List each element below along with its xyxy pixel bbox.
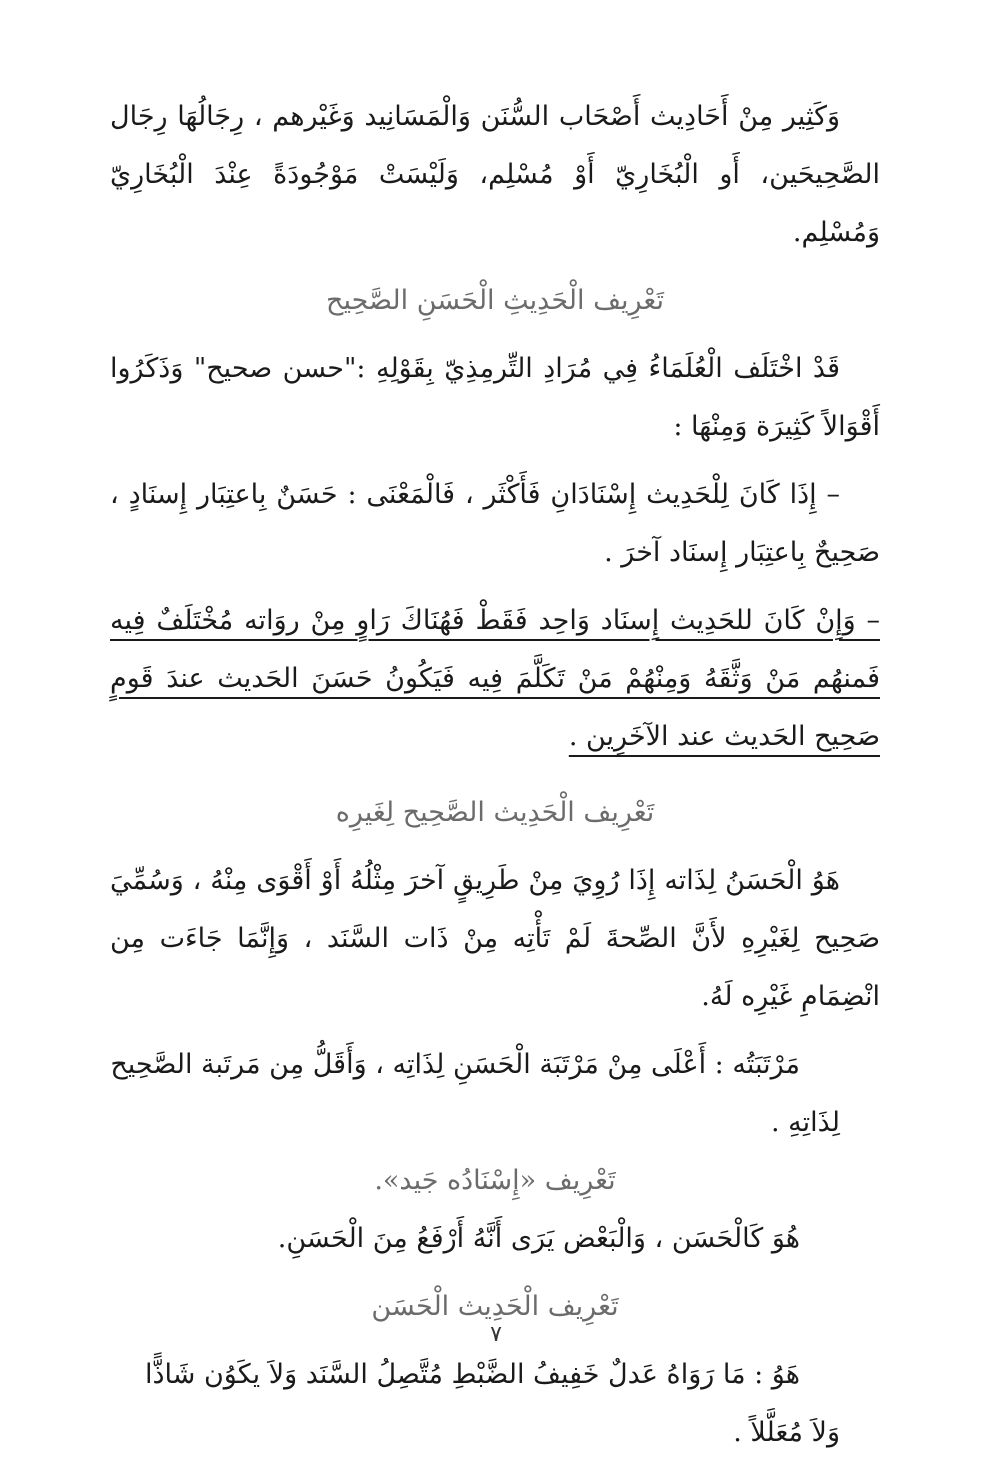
- heading-isnaduhu-jayyid: تَعْرِيف «إِسْنَادُه جَيد».: [374, 1165, 616, 1196]
- paragraph-tirmidhi-opinions: قَدْ اخْتَلَف الْعُلَمَاءُ فِي مُرَادِ التِّرمِذِيّ بِقَوْلِهِ :"حسن صحيح" وَذَكَرُوا أَقْوَالاً كَثِيرَة وَمِنْهَا :: [110, 353, 880, 442]
- document-page: [110, 88, 880, 1462]
- heading-hasan-definition: تَعْرِيف الْحَدِيث الْحَسَن: [371, 1291, 619, 1322]
- paragraph-jayyid: هُوَ كَالْحَسَن ، وَالْبَعْض يَرَى أَنَّهُ أَرْفَعُ مِنَ الْحَسَنِ.: [277, 1223, 800, 1254]
- underlined-text: – وَإِنْ كَانَ للحَدِيث إِسنَاد وَاحِد فَقَطْ فَهُنَاكَ رَاوٍ مِنْ روَاته مُخْتَلَفٌ فِيه فَمنهُم مَنْ وَثَّقَهُ وَمِنْهُمْ مَنْ تَكَلَّمَ فِيه فَيَكُونُ حَسَنَ الحَديث عندَ قَومٍ صَحِيح الحَديث عند الآخَرِين .: [110, 605, 880, 752]
- heading-hasan-sahih-definition: تَعْرِيف الْحَدِيثِ الْحَسَنِ الصَّحِيح: [326, 285, 664, 316]
- paragraph-narrators: وَكَثِير مِنْ أَحَادِيث أَصْحَاب السُّنَن وَالْمَسَانِيد وَغَيْرهم ، رِجَالُهَا رِجَال الصَّحِيحَين، أَو الْبُخَارِيّ أَوْ مُسْلِم، وَلَيْسَتْ مَوْجُودَةً عِنْدَ الْبُخَارِيّ وَمُسْلِم.: [110, 101, 880, 248]
- paragraph-sahih-li-ghayrihi: هَوُ الْحَسَنُ لِذَاته إِذَا رُوِيَ مِنْ طَرِيقٍ آخرَ مِثْلُهُ أَوْ أَقْوَى مِنْهُ ، وَسُمِّيَ صَحِيح لِغَيْرِهِ لأَنَّ الصِّحةَ لَمْ تَأْتِه مِنْ ذَات السَّنَد ، وَإِنَّمَا جَاءَت مِن انْضِمَامِ غَيْرِه لَهُ.: [110, 865, 880, 1012]
- paragraph-rank: مَرْتَبَتُه : أَعْلَى مِنْ مَرْتَبَة الْحَسَنِ لِذَاتِه ، وَأَقَلُّ مِن مَرتَبة الصَّحِيح لِذَاتِهِ .: [110, 1049, 840, 1138]
- paragraph-hasan-definition: هَوُ : مَا رَوَاهُ عَدلٌ خَفِيفُ الضَّبْطِ مُتَّصِلُ السَّنَد وَلاَ يكَوُن شَاذًّا وَلاَ مُعَلَّلاً .: [145, 1359, 840, 1448]
- paragraph-single-chain: [110, 592, 880, 766]
- paragraph-two-chains: – إِذَا كَانَ لِلْحَدِيث إِسْنَادَانِ فَأَكْثَر ، فَالْمَعْنَى : حَسَنٌ بِاعتِبَار إِسنَادٍ ، صَحِيحٌ بِاعتِبَار إِسنَاد آخرَ .: [110, 479, 880, 568]
- heading-sahih-li-ghayrihi: تَعْرِيف الْحَدِيث الصَّحِيح لِغَيرِه: [335, 797, 655, 828]
- page-number: ٧: [490, 1322, 502, 1347]
